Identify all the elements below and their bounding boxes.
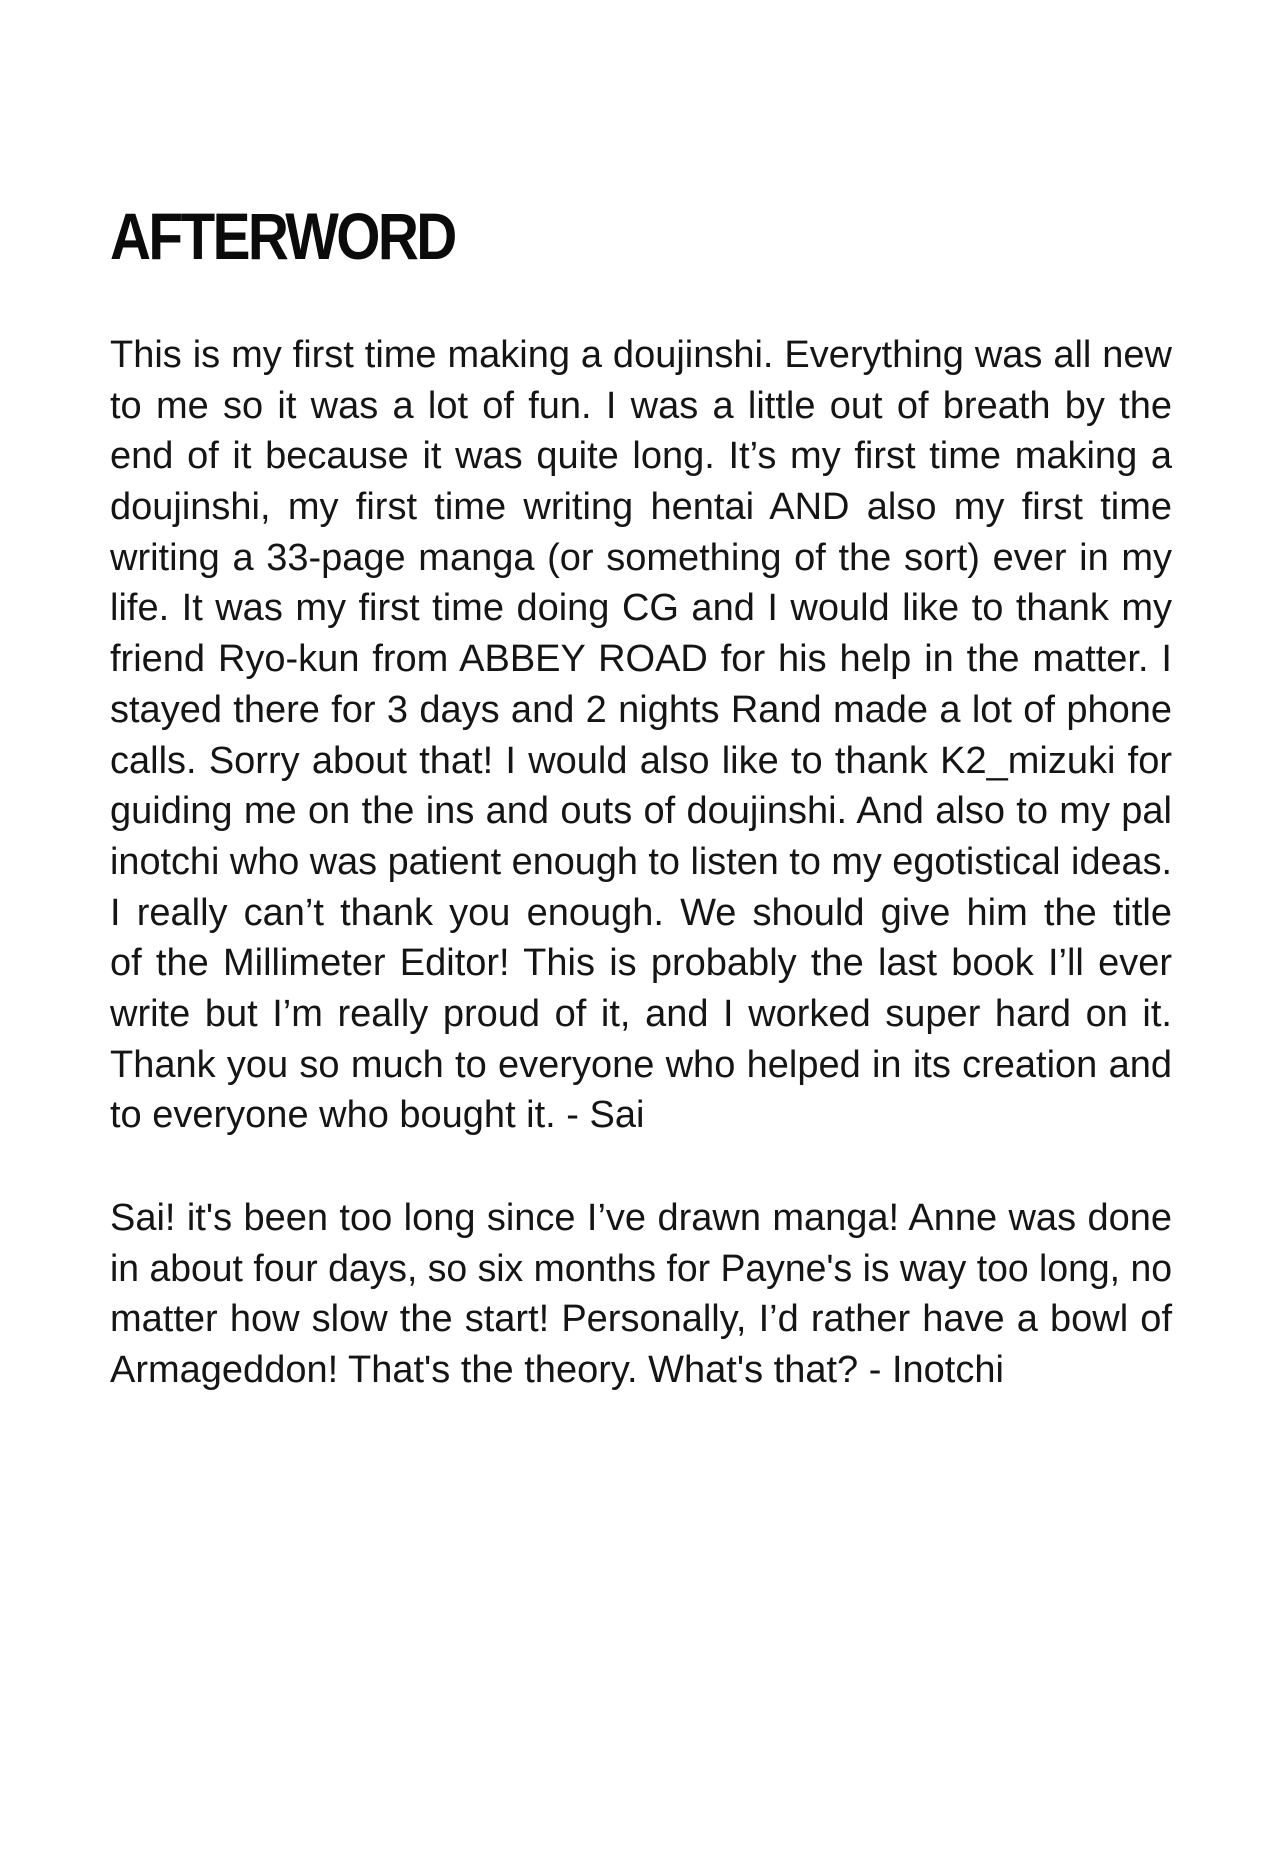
- text-line: friend Ryo-kun from ABBEY ROAD for his help in the matter. I: [110, 638, 1172, 681]
- text-line: to everyone who bought it. - Sai: [110, 1094, 645, 1137]
- text-line: life. It was my first time doing CG and I would like to thank my: [110, 587, 1172, 630]
- text-line: doujinshi, my first time writing hentai AND also my first time: [110, 486, 1172, 529]
- text-line: stayed there for 3 days and 2 nights Rand made a lot of phone: [110, 688, 1172, 731]
- text-line: in about four days, so six months for Payne's is way too long, no: [110, 1247, 1172, 1290]
- page-title: AFTERWORD: [110, 199, 455, 273]
- text-line: I really can’t thank you enough. We should give him the title: [110, 891, 1172, 934]
- text-line: of the Millimeter Editor! This is probably the last book I’ll ever: [110, 942, 1172, 985]
- text-line: Armageddon! That's the theory. What's that? - Inotchi: [110, 1349, 1004, 1392]
- text-line: matter how slow the start! Personally, I’d rather have a bowl of: [110, 1298, 1172, 1341]
- text-line: Sai! it's been too long since I’ve drawn manga! Anne was done: [110, 1197, 1172, 1239]
- text-line: end of it because it was quite long. It’s my first time making a: [110, 435, 1172, 478]
- text-line: guiding me on the ins and outs of doujinshi. And also to my pal: [110, 790, 1172, 833]
- text-line: inotchi who was patient enough to listen to my egotistical ideas.: [110, 840, 1172, 883]
- text-line: calls. Sorry about that! I would also like to thank K2_mizuki for: [110, 739, 1172, 782]
- afterword-paragraph-inotchi: [110, 1193, 1172, 1396]
- text-line: writing a 33-page manga (or something of the sort) ever in my: [110, 536, 1172, 579]
- text-line: Thank you so much to everyone who helped in its creation and: [110, 1043, 1172, 1086]
- text-line: write but I’m really proud of it, and I worked super hard on it.: [110, 992, 1172, 1035]
- afterword-paragraph-sai: [110, 330, 1172, 1141]
- text-line: This is my first time making a doujinshi. Everything was all new: [110, 334, 1172, 376]
- text-line: to me so it was a lot of fun. I was a little out of breath by the: [110, 384, 1172, 427]
